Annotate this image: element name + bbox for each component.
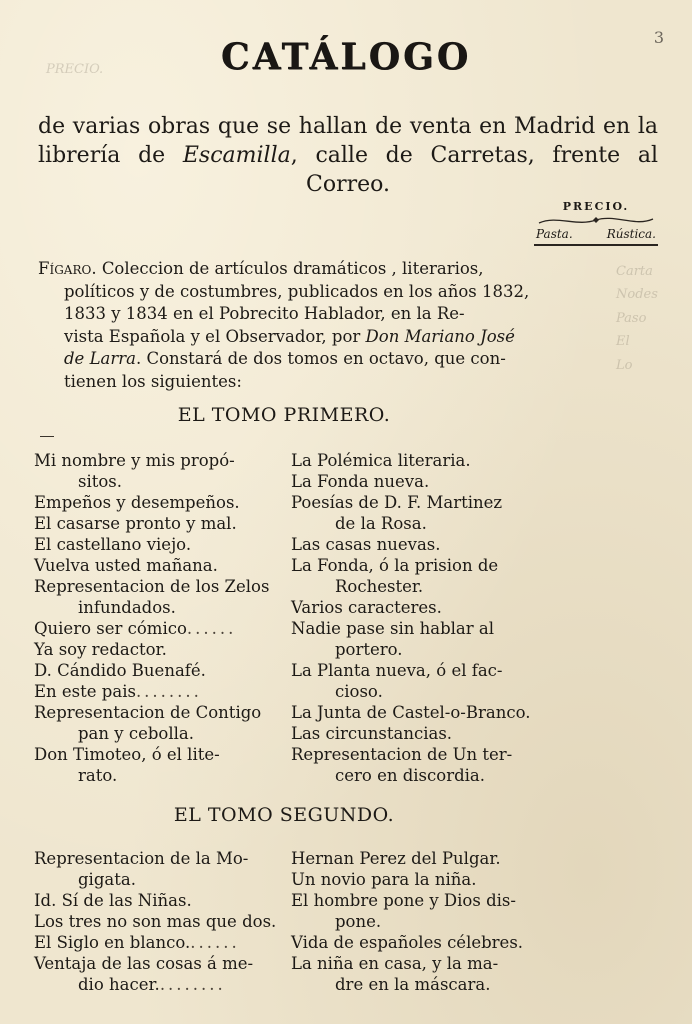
price-columns — [534, 227, 658, 241]
list-item: El castellano viejo. — [34, 535, 192, 554]
price-col-rustica: Rústica. — [606, 227, 656, 241]
catalog-title: CATÁLOGO — [220, 36, 472, 78]
list-item: Rochester. — [335, 577, 424, 596]
list-item: Hernan Perez del Pulgar. — [291, 849, 501, 868]
list-item: La Fonda, ó la prision de — [291, 556, 499, 575]
list-item: Ventaja de las cosas á me- — [34, 954, 254, 973]
list-item: Don Timoteo, ó el lite- — [34, 745, 220, 764]
list-item: Vida de españoles célebres. — [291, 933, 524, 952]
list-item: cero en discordia. — [335, 766, 485, 785]
list-item: pan y cebolla. — [78, 724, 194, 743]
list-item: Mi nombre y mis propó- — [34, 451, 235, 470]
list-item: gigata. — [78, 870, 136, 889]
tomo-primero-heading: EL TOMO PRIMERO. — [177, 404, 391, 426]
tomo-segundo-heading: EL TOMO SEGUNDO. — [173, 804, 395, 826]
list-item: Nadie pase sin hablar al — [291, 619, 495, 638]
price-header — [534, 200, 658, 246]
list-item: Varios caracteres. — [291, 598, 442, 617]
list-item: Id. Sí de las Niñas. — [34, 891, 192, 910]
bleed-through-text: PRECIO. — [46, 62, 104, 77]
tomo2-left-column — [34, 848, 277, 995]
list-item: rato. — [78, 766, 118, 785]
list-item: Poesías de D. F. Martinez — [291, 493, 503, 512]
tomo2-right-column — [291, 848, 531, 995]
catalog-subtitle: de varias obras que se hallan de venta en Madrid en la librería de Escamilla, calle de Carretas, frente al Correo. — [38, 114, 658, 197]
list-item: La Polémica literaria. — [291, 451, 471, 470]
list-item: dio hacer......... — [78, 975, 226, 994]
list-item: sitos. — [78, 472, 123, 491]
list-item: pone. — [335, 912, 382, 931]
price-col-pasta: Pasta. — [536, 227, 573, 241]
list-item: dre en la máscara. — [335, 975, 491, 994]
price-label: PRECIO. — [562, 200, 630, 213]
list-item: La Fonda nueva. — [291, 472, 430, 491]
list-item: Vuelva usted mañana. — [34, 556, 218, 575]
list-item: Un novio para la niña. — [291, 870, 477, 889]
page-number: 3 — [653, 28, 664, 47]
list-item: El casarse pronto y mal. — [34, 514, 237, 533]
list-item: La Junta de Castel-o-Branco. — [291, 703, 531, 722]
list-item: En este pais........ — [34, 682, 202, 701]
list-item: Las circunstancias. — [291, 724, 453, 743]
list-item: portero. — [335, 640, 403, 659]
tomo1-right-column — [291, 450, 531, 786]
list-item: Representacion de Un ter- — [291, 745, 513, 764]
ornament-flourish-icon — [537, 215, 655, 227]
list-item: El Siglo en blanco....... — [34, 933, 240, 952]
figaro-entry: Fígaro. Coleccion de artículos dramáticos , literarios, políticos y de costumbres, publicados en los años 1832, 1833 y 1834 en el Pobrecito Hablador, en la Re- vista Española y el Observador, por Don Mariano José de Larra. Constará de dos tomos en octavo, que con- tienen los siguientes: — [38, 259, 530, 391]
list-item: Empeños y desempeños. — [34, 493, 240, 512]
list-item: infundados. — [78, 598, 176, 617]
author-name: Don Mariano José — [365, 326, 515, 346]
list-item: de la Rosa. — [335, 514, 427, 533]
list-item: La Planta nueva, ó el fac- — [291, 661, 503, 680]
list-item: Los tres no son mas que dos. — [34, 912, 277, 931]
list-item: Ya soy redactor. — [34, 640, 167, 659]
list-item: Representacion de la Mo- — [34, 849, 249, 868]
list-item: Representacion de los Zelos — [34, 577, 270, 596]
list-item: La niña en casa, y la ma- — [291, 954, 499, 973]
price-rule — [534, 244, 658, 246]
list-item: Representacion de Contigo — [34, 703, 262, 722]
entry-lead: Fígaro. — [38, 259, 97, 278]
list-item: Quiero ser cómico...... — [34, 619, 237, 638]
list-item: D. Cándido Buenafé. — [34, 661, 206, 680]
tomo1-left-column — [34, 450, 274, 786]
list-item: cioso. — [335, 682, 383, 701]
list-item: El hombre pone y Dios dis- — [291, 891, 516, 910]
divider — [40, 436, 54, 437]
bleed-through-margin: Carta Nodes Paso El Lo — [616, 264, 658, 373]
list-item: Las casas nuevas. — [291, 535, 441, 554]
bookseller-name: Escamilla — [182, 143, 291, 168]
